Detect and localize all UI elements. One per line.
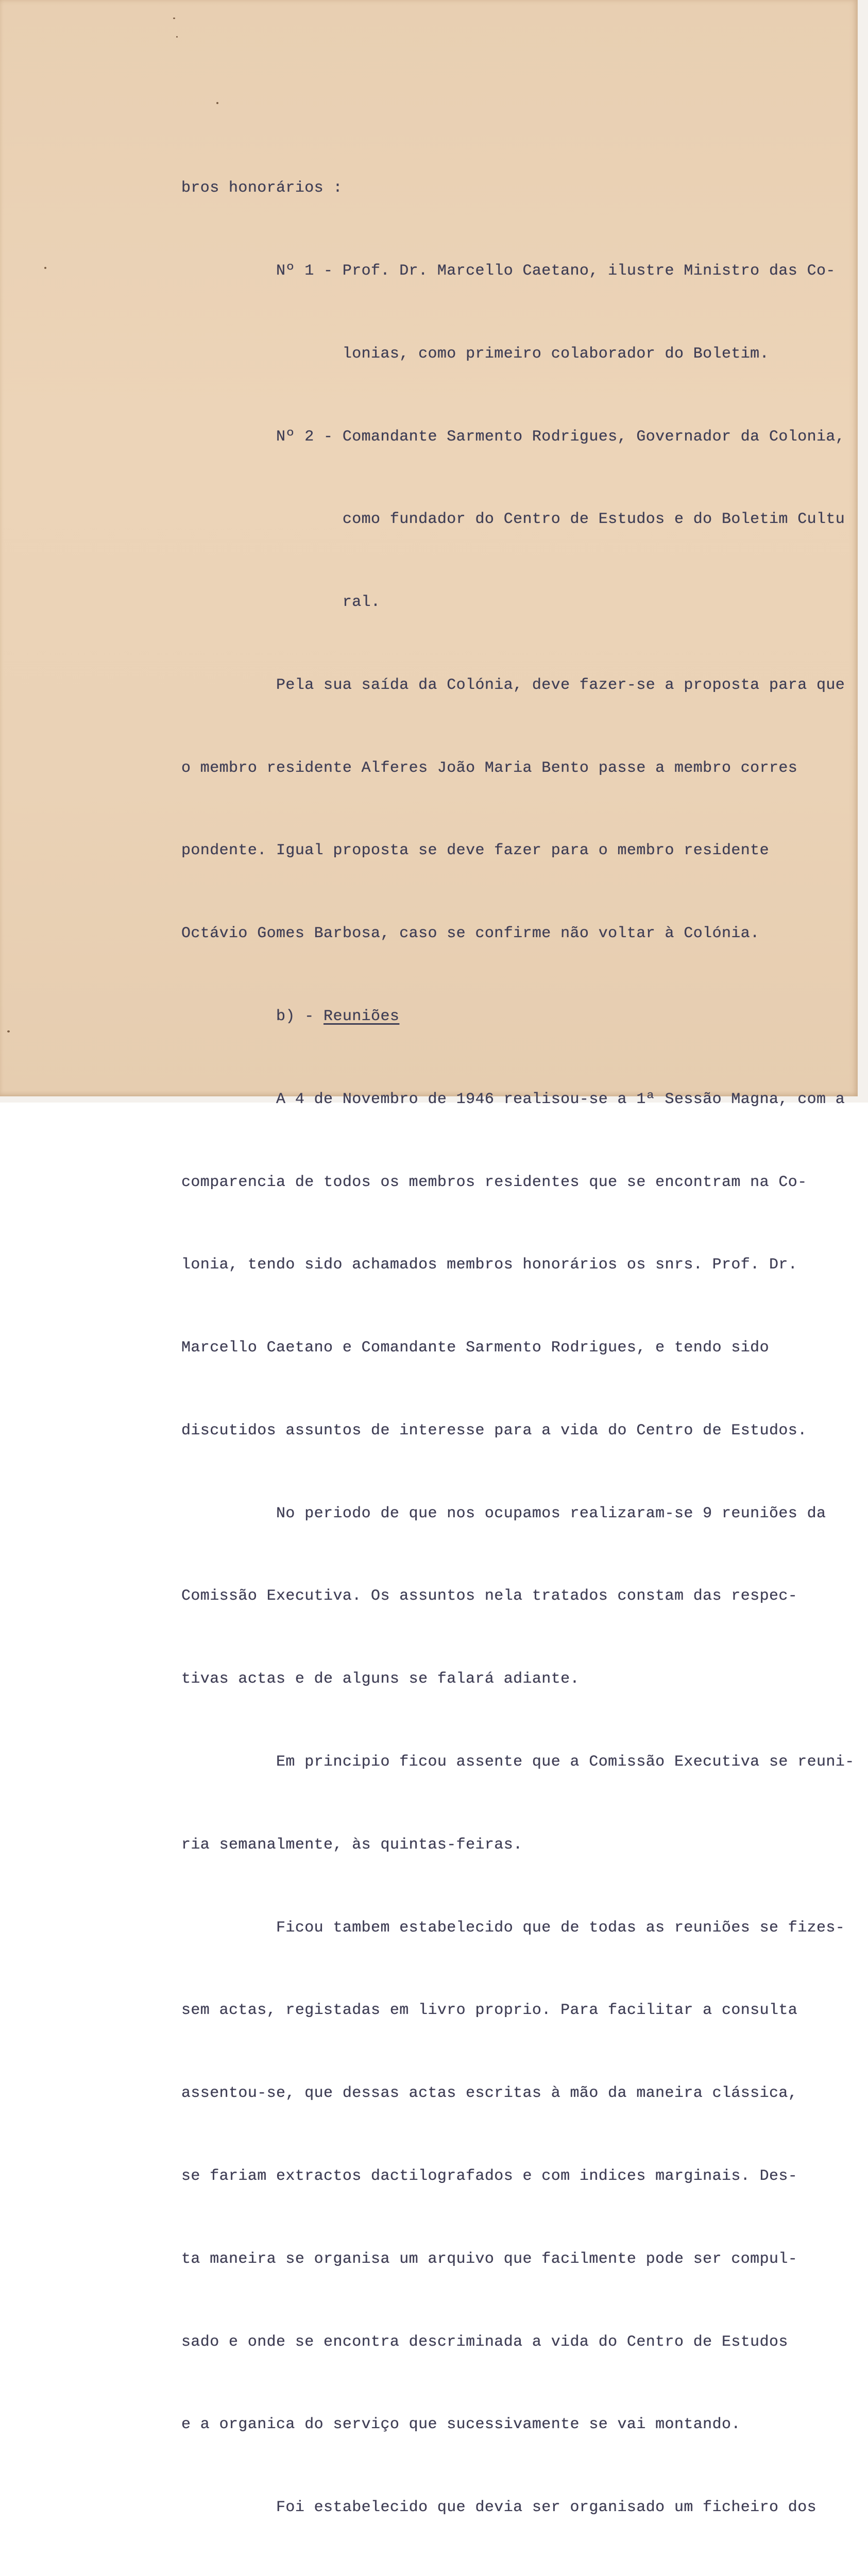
text-line: sem actas, registadas em livro proprio. Para facilitar a consulta: [181, 2002, 798, 2020]
text-line: lonias, como primeiro colaborador do Boletim.: [181, 345, 769, 363]
typewritten-body: [181, 120, 855, 2576]
text-line: e a organica do serviço que sucessivamente se vai montando.: [181, 2416, 741, 2434]
text-line: Comissão Executiva. Os assuntos nela tratados constam das respec-: [181, 1587, 798, 1605]
text-line: como fundador do Centro de Estudos e do Boletim Cultu: [181, 511, 845, 529]
text-line: se fariam extractos dactilografados e com indices marginais. Des-: [181, 2167, 798, 2185]
text-line: Nº 2 - Comandante Sarmento Rodrigues, Governador da Colonia,: [181, 428, 845, 446]
text-line: Octávio Gomes Barbosa, caso se confirme não voltar à Colónia.: [181, 925, 760, 943]
text-line: pondente. Igual proposta se deve fazer para o membro residente: [181, 842, 769, 860]
text-line: o membro residente Alferes João Maria Bento passe a membro corres: [181, 759, 798, 777]
text-line: sado e onde se encontra descriminada a vida do Centro de Estudos: [181, 2333, 788, 2351]
text-line: discutidos assuntos de interesse para a vida do Centro de Estudos.: [181, 1421, 807, 1439]
text-line: Em principio ficou assente que a Comissão Executiva se reuni-: [181, 1753, 855, 1771]
text-line: No periodo de que nos ocupamos realizaram-se 9 reuniões da: [181, 1504, 826, 1522]
paper-speck: [176, 36, 178, 38]
text-line: ral.: [181, 594, 381, 612]
text-line: ta maneira se organisa um arquivo que facilmente pode ser compul-: [181, 2250, 798, 2268]
text-line: comparencia de todos os membros residentes que se encontram na Co-: [181, 1173, 807, 1191]
text-line: Foi estabelecido que devia ser organisado um ficheiro dos: [181, 2499, 816, 2517]
text-line: assentou-se, que dessas actas escritas à mão da maneira clássica,: [181, 2084, 798, 2103]
section-prefix: b) -: [181, 1008, 324, 1025]
text-line: Marcello Caetano e Comandante Sarmento Rodrigues, e tendo sido: [181, 1339, 769, 1357]
scan-margin-right: [858, 0, 868, 1103]
paper-speck: [7, 1030, 10, 1032]
paper-speck: [216, 102, 218, 104]
paper-speck: [44, 267, 46, 269]
paper-speck: [173, 18, 175, 19]
text-line: bros honorários :: [181, 179, 343, 197]
text-line: tivas actas e de alguns se falará adiante.: [181, 1670, 580, 1688]
section-heading: Reuniões: [324, 1008, 400, 1025]
text-line: lonia, tendo sido achamados membros honorários os snrs. Prof. Dr.: [181, 1256, 798, 1274]
text-line: A 4 de Novembro de 1946 realisou-se a 1ª Sessão Magna, com a: [181, 1090, 845, 1108]
text-line: Pela sua saída da Colónia, deve fazer-se a proposta para que: [181, 676, 845, 694]
text-line: Ficou tambem estabelecido que de todas as reuniões se fizes-: [181, 1919, 845, 1937]
text-line: Nº 1 - Prof. Dr. Marcello Caetano, ilustre Ministro das Co-: [181, 262, 836, 280]
section-heading-line: [181, 1003, 851, 1031]
text-line: ria semanalmente, às quintas-feiras.: [181, 1836, 523, 1854]
